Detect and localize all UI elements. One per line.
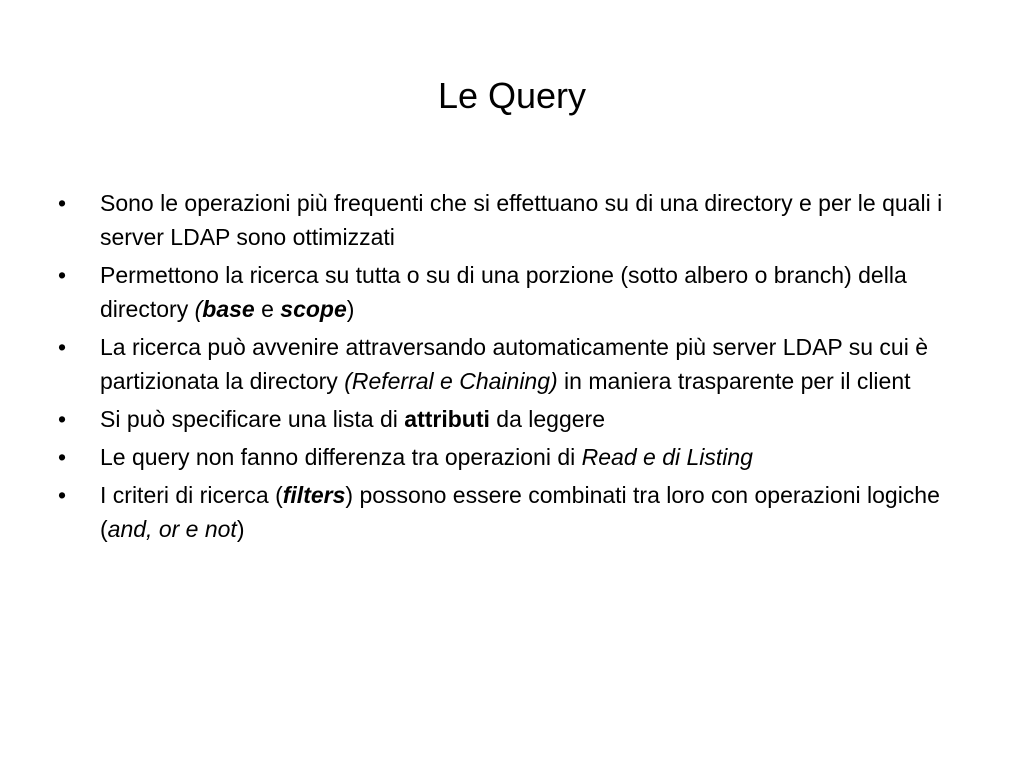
bullet-text: ) [346, 296, 355, 322]
slide-title: Le Query [437, 75, 587, 116]
bullet-item [58, 440, 978, 474]
bullet-term-attributi: attributi [404, 406, 490, 432]
bullet-text: Si può specificare una lista di [100, 406, 405, 432]
bullet-item [58, 258, 978, 326]
bullet-term-logic-ops: and, or e not [107, 516, 237, 542]
bullet-marker: • [58, 190, 67, 216]
bullet-text: ) [236, 516, 245, 542]
bullet-term-read-listing: Read e di Listing [581, 444, 753, 470]
bullet-item [58, 330, 978, 398]
bullet-text: in maniera trasparente per il client [557, 368, 911, 394]
bullet-term-filters: filters [282, 482, 346, 508]
bullet-text: Permettono la ricerca su tutta o su di una porzione (sotto albero o branch) della directory [100, 262, 907, 322]
bullet-item [58, 186, 978, 254]
bullet-term-referral: (Referral e Chaining) [344, 368, 558, 394]
bullet-item [58, 478, 978, 546]
bullet-text-italic: ( [194, 296, 203, 322]
bullet-text: Sono le operazioni più frequenti che si effettuano su di una directory e per le quali i server LDAP sono ottimizzati [100, 190, 943, 250]
bullet-marker: • [58, 482, 67, 508]
bullet-text: I criteri di ricerca ( [100, 482, 283, 508]
bullet-term-scope: scope [280, 296, 347, 322]
bullet-marker: • [58, 444, 67, 470]
bullet-text: e [254, 296, 281, 322]
bullet-term-base: base [202, 296, 255, 322]
bullet-item [58, 402, 978, 436]
bullet-marker: • [58, 406, 67, 432]
bullet-text: Le query non fanno differenza tra operazioni di [100, 444, 582, 470]
bullet-list [58, 186, 978, 550]
bullet-text: ) possono essere combinati tra loro con operazioni logiche ( [100, 482, 940, 542]
bullet-marker: • [58, 262, 67, 288]
bullet-marker: • [58, 334, 67, 360]
bullet-text: da leggere [489, 406, 605, 432]
bullet-text: La ricerca può avvenire attraversando automaticamente più server LDAP su cui è partizionata la directory [100, 334, 929, 394]
